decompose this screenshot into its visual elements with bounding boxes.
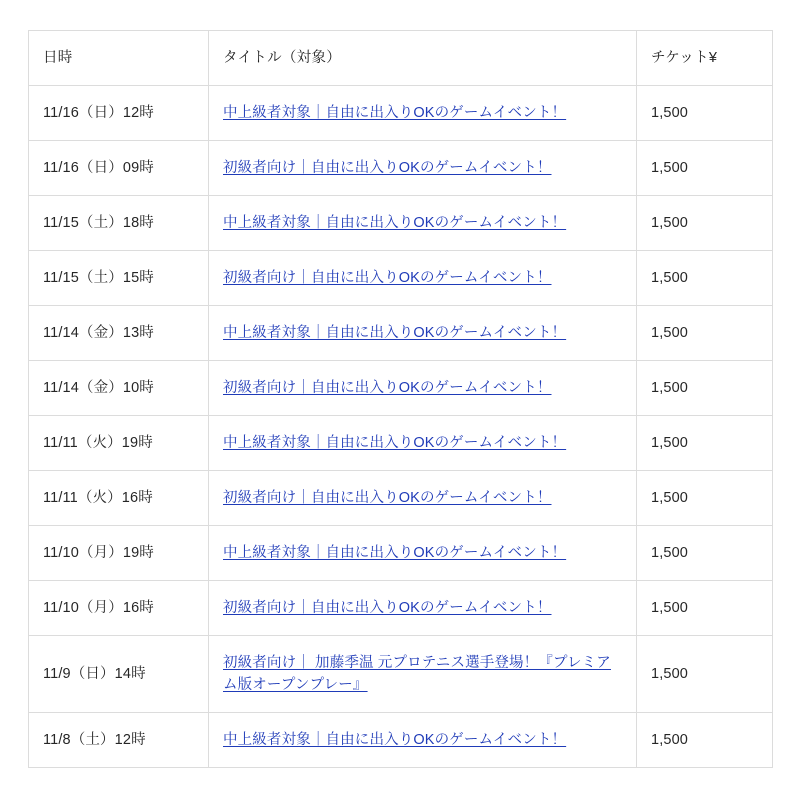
cell-date: 11/10（月）16時 [29,581,209,636]
cell-price: 1,500 [637,141,773,196]
table-row [29,526,773,581]
table-row [29,471,773,526]
cell-date: 11/10（月）19時 [29,526,209,581]
schedule-table-container [28,30,772,768]
cell-title [209,581,637,636]
column-header-price: チケット¥ [637,31,773,86]
table-header [29,31,773,86]
cell-title [209,251,637,306]
table-header-row [29,31,773,86]
cell-price: 1,500 [637,196,773,251]
table-row [29,361,773,416]
cell-date: 11/8（土）12時 [29,713,209,768]
cell-price: 1,500 [637,526,773,581]
event-title-link[interactable]: 中上級者対象｜自由に出入りOKのゲームイベント！ [223,324,567,341]
cell-price: 1,500 [637,636,773,713]
event-title-link[interactable]: 中上級者対象｜自由に出入りOKのゲームイベント！ [223,544,567,561]
cell-title [209,526,637,581]
cell-date: 11/15（土）18時 [29,196,209,251]
cell-date: 11/14（金）13時 [29,306,209,361]
cell-title [209,361,637,416]
cell-title [209,86,637,141]
cell-date: 11/15（土）15時 [29,251,209,306]
cell-date: 11/11（火）16時 [29,471,209,526]
cell-title [209,141,637,196]
cell-date: 11/16（日）12時 [29,86,209,141]
event-title-link[interactable]: 初級者向け｜自由に出入りOKのゲームイベント！ [223,159,552,176]
cell-date: 11/16（日）09時 [29,141,209,196]
table-row [29,416,773,471]
cell-price: 1,500 [637,251,773,306]
cell-date: 11/11（火）19時 [29,416,209,471]
event-title-link[interactable]: 初級者向け｜自由に出入りOKのゲームイベント！ [223,599,552,616]
event-title-link[interactable]: 初級者向け｜自由に出入りOKのゲームイベント！ [223,269,552,286]
event-title-link[interactable]: 初級者向け｜自由に出入りOKのゲームイベント！ [223,489,552,506]
table-row [29,306,773,361]
event-title-link[interactable]: 初級者向け｜自由に出入りOKのゲームイベント！ [223,379,552,396]
cell-title [209,416,637,471]
table-row [29,636,773,713]
cell-title [209,471,637,526]
cell-title [209,636,637,713]
cell-price: 1,500 [637,361,773,416]
table-row [29,86,773,141]
cell-price: 1,500 [637,416,773,471]
cell-title [209,713,637,768]
cell-title [209,196,637,251]
cell-price: 1,500 [637,581,773,636]
table-row [29,196,773,251]
event-title-link[interactable]: 中上級者対象｜自由に出入りOKのゲームイベント！ [223,434,567,451]
table-body [29,86,773,768]
cell-date: 11/9（日）14時 [29,636,209,713]
cell-price: 1,500 [637,86,773,141]
event-title-link[interactable]: 中上級者対象｜自由に出入りOKのゲームイベント！ [223,731,567,748]
cell-price: 1,500 [637,471,773,526]
column-header-date: 日時 [29,31,209,86]
event-title-link[interactable]: 中上級者対象｜自由に出入りOKのゲームイベント！ [223,214,567,231]
cell-price: 1,500 [637,306,773,361]
schedule-table [28,30,773,768]
cell-price: 1,500 [637,713,773,768]
table-row [29,141,773,196]
table-row [29,713,773,768]
cell-date: 11/14（金）10時 [29,361,209,416]
column-header-title: タイトル（対象） [209,31,637,86]
event-title-link[interactable]: 初級者向け｜ 加藤季温 元プロテニス選手登場！『プレミアム版オープンプレー』 [223,654,611,693]
table-row [29,251,773,306]
cell-title [209,306,637,361]
table-row [29,581,773,636]
event-title-link[interactable]: 中上級者対象｜自由に出入りOKのゲームイベント！ [223,104,567,121]
